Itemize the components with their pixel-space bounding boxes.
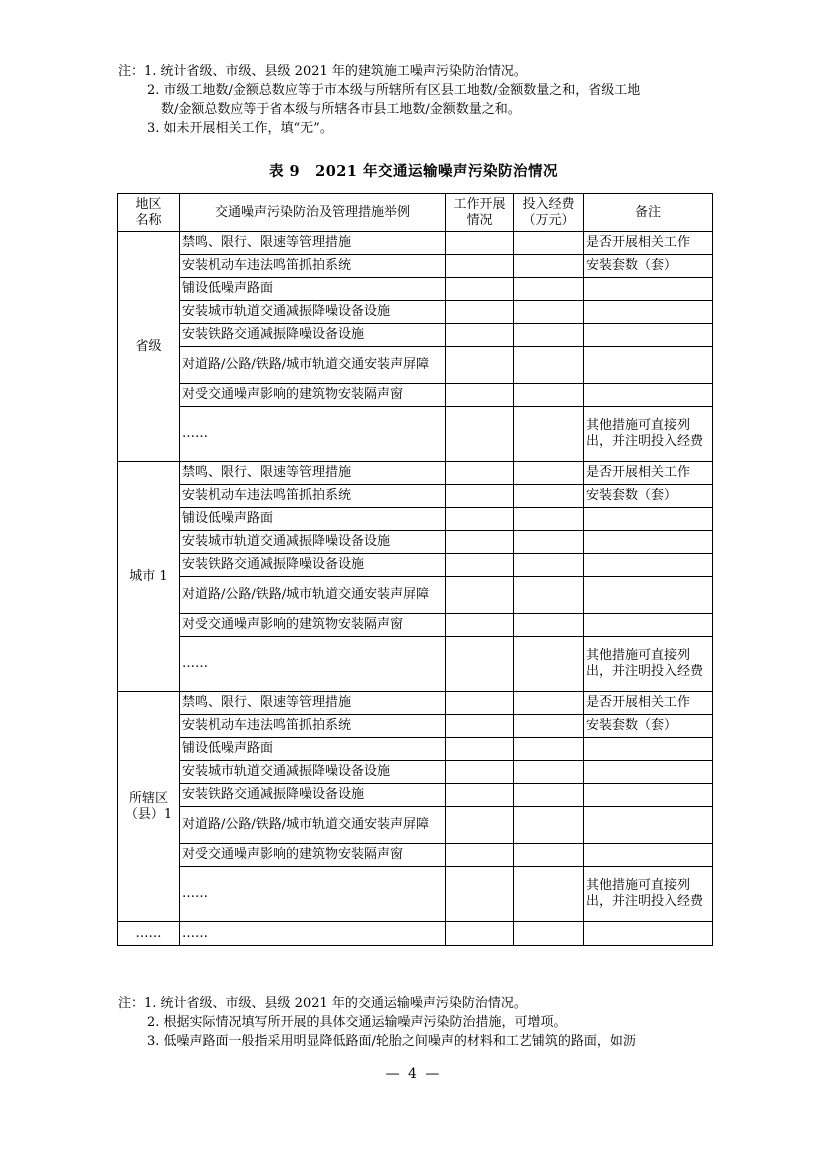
status-cell[interactable] xyxy=(446,301,514,324)
header-region: 地区 名称 xyxy=(118,194,180,232)
status-cell[interactable] xyxy=(446,738,514,761)
measure-cell: 铺设低噪声路面 xyxy=(180,508,446,531)
remark-cell: 安装套数（套） xyxy=(584,715,713,738)
funding-cell[interactable] xyxy=(514,384,584,407)
region-cell: 所辖区（县）1 xyxy=(118,692,180,922)
status-cell[interactable] xyxy=(446,637,514,692)
top-notes xyxy=(118,62,718,138)
table-row xyxy=(118,922,713,946)
funding-cell[interactable] xyxy=(514,462,584,485)
table-title: 表 9 2021 年交通运输噪声污染防治情况 xyxy=(268,163,559,180)
funding-cell[interactable] xyxy=(514,324,584,347)
measure-cell: 禁鸣、限行、限速等管理措施 xyxy=(180,462,446,485)
status-cell[interactable] xyxy=(446,692,514,715)
table-row xyxy=(118,462,713,485)
note-line: 3. 如未开展相关工作，填“无”。 xyxy=(147,121,333,136)
funding-cell[interactable] xyxy=(514,922,584,946)
header-remark: 备注 xyxy=(584,194,713,232)
note-line: 数/金额总数应等于省本级与所辖各市县工地数/金额数量之和。 xyxy=(161,102,521,117)
status-cell[interactable] xyxy=(446,347,514,384)
page-number: — 4 — xyxy=(385,1066,442,1082)
funding-cell[interactable] xyxy=(514,738,584,761)
table-row xyxy=(118,508,713,531)
remark-cell xyxy=(584,784,713,807)
table-row xyxy=(118,384,713,407)
table-row xyxy=(118,407,713,462)
remark-cell xyxy=(584,614,713,637)
region-cell: 城市 1 xyxy=(118,462,180,692)
table-header-row xyxy=(118,194,713,232)
remark-cell: 安装套数（套） xyxy=(584,485,713,508)
header-funding: 投入经费 （万元） xyxy=(514,194,584,232)
funding-cell[interactable] xyxy=(514,867,584,922)
measure-cell: 安装机动车违法鸣笛抓拍系统 xyxy=(180,485,446,508)
table-row xyxy=(118,844,713,867)
funding-cell[interactable] xyxy=(514,554,584,577)
status-cell[interactable] xyxy=(446,807,514,844)
table-row xyxy=(118,554,713,577)
note-line: 注：1. 统计省级、市级、县级 2021 年的交通运输噪声污染防治情况。 xyxy=(118,996,527,1011)
status-cell[interactable] xyxy=(446,922,514,946)
measure-cell: 对受交通噪声影响的建筑物安装隔声窗 xyxy=(180,844,446,867)
status-cell[interactable] xyxy=(446,232,514,255)
table-row xyxy=(118,278,713,301)
status-cell[interactable] xyxy=(446,485,514,508)
remark-cell xyxy=(584,807,713,844)
note-line: 2. 根据实际情况填写所开展的具体交通运输噪声污染防治措施，可增项。 xyxy=(147,1015,567,1030)
remark-cell xyxy=(584,347,713,384)
funding-cell[interactable] xyxy=(514,844,584,867)
funding-cell[interactable] xyxy=(514,301,584,324)
status-cell[interactable] xyxy=(446,554,514,577)
remark-cell xyxy=(584,324,713,347)
measure-cell: …… xyxy=(180,407,446,462)
header-status: 工作开展 情况 xyxy=(446,194,514,232)
status-cell[interactable] xyxy=(446,715,514,738)
funding-cell[interactable] xyxy=(514,614,584,637)
remark-cell: 是否开展相关工作 xyxy=(584,462,713,485)
table-row xyxy=(118,784,713,807)
table-row xyxy=(118,531,713,554)
status-cell[interactable] xyxy=(446,761,514,784)
remark-cell xyxy=(584,577,713,614)
table-row xyxy=(118,614,713,637)
remark-cell xyxy=(584,922,713,946)
note-line: 2. 市级工地数/金额总数应等于市本级与所辖所有区县工地数/金额数量之和，省级工地 xyxy=(147,83,641,98)
measure-cell: …… xyxy=(180,922,446,946)
table-row xyxy=(118,577,713,614)
measure-cell: 禁鸣、限行、限速等管理措施 xyxy=(180,232,446,255)
remark-cell: 是否开展相关工作 xyxy=(584,692,713,715)
remark-cell xyxy=(584,844,713,867)
remark-cell: 其他措施可直接列出，并注明投入经费 xyxy=(584,407,713,462)
remark-cell: 其他措施可直接列出，并注明投入经费 xyxy=(584,867,713,922)
funding-cell[interactable] xyxy=(514,255,584,278)
remark-cell xyxy=(584,738,713,761)
table-row xyxy=(118,738,713,761)
region-cell: 省级 xyxy=(118,232,180,462)
remark-cell xyxy=(584,761,713,784)
measure-cell: 安装城市轨道交通减振降噪设备设施 xyxy=(180,301,446,324)
funding-cell[interactable] xyxy=(514,807,584,844)
funding-cell[interactable] xyxy=(514,508,584,531)
status-cell[interactable] xyxy=(446,278,514,301)
status-cell[interactable] xyxy=(446,614,514,637)
funding-cell[interactable] xyxy=(514,637,584,692)
funding-cell[interactable] xyxy=(514,577,584,614)
measure-cell: 安装铁路交通减振降噪设备设施 xyxy=(180,784,446,807)
region-cell: …… xyxy=(118,922,180,946)
remark-cell xyxy=(584,508,713,531)
measure-cell: 铺设低噪声路面 xyxy=(180,738,446,761)
status-cell[interactable] xyxy=(446,844,514,867)
remark-cell xyxy=(584,278,713,301)
table-row xyxy=(118,485,713,508)
measure-cell: 安装城市轨道交通减振降噪设备设施 xyxy=(180,531,446,554)
header-measures: 交通噪声污染防治及管理措施举例 xyxy=(180,194,446,232)
status-cell[interactable] xyxy=(446,508,514,531)
table-row xyxy=(118,324,713,347)
note-line: 注：1. 统计省级、市级、县级 2021 年的建筑施工噪声污染防治情况。 xyxy=(118,64,527,79)
funding-cell[interactable] xyxy=(514,715,584,738)
measure-cell: …… xyxy=(180,637,446,692)
table-row xyxy=(118,255,713,278)
bottom-notes xyxy=(118,994,718,1051)
funding-cell[interactable] xyxy=(514,278,584,301)
table-row xyxy=(118,301,713,324)
table-row xyxy=(118,715,713,738)
remark-cell xyxy=(584,301,713,324)
funding-cell[interactable] xyxy=(514,531,584,554)
remark-cell xyxy=(584,384,713,407)
table-row xyxy=(118,637,713,692)
status-cell[interactable] xyxy=(446,531,514,554)
funding-cell[interactable] xyxy=(514,347,584,384)
remark-cell xyxy=(584,554,713,577)
remark-cell: 安装套数（套） xyxy=(584,255,713,278)
measure-cell: 安装机动车违法鸣笛抓拍系统 xyxy=(180,715,446,738)
funding-cell[interactable] xyxy=(514,761,584,784)
noise-control-table xyxy=(117,193,713,946)
status-cell[interactable] xyxy=(446,324,514,347)
table-row xyxy=(118,807,713,844)
table-row xyxy=(118,232,713,255)
measure-cell: 安装铁路交通减振降噪设备设施 xyxy=(180,324,446,347)
status-cell[interactable] xyxy=(446,867,514,922)
remark-cell: 其他措施可直接列出，并注明投入经费 xyxy=(584,637,713,692)
measure-cell: 禁鸣、限行、限速等管理措施 xyxy=(180,692,446,715)
status-cell[interactable] xyxy=(446,384,514,407)
measure-cell: 对道路/公路/铁路/城市轨道交通安装声屏障 xyxy=(180,577,446,614)
funding-cell[interactable] xyxy=(514,784,584,807)
status-cell[interactable] xyxy=(446,255,514,278)
funding-cell[interactable] xyxy=(514,407,584,462)
measure-cell: 对道路/公路/铁路/城市轨道交通安装声屏障 xyxy=(180,347,446,384)
funding-cell[interactable] xyxy=(514,232,584,255)
table-row xyxy=(118,867,713,922)
status-cell[interactable] xyxy=(446,407,514,462)
table-row xyxy=(118,692,713,715)
measure-cell: 铺设低噪声路面 xyxy=(180,278,446,301)
funding-cell[interactable] xyxy=(514,692,584,715)
remark-cell xyxy=(584,531,713,554)
status-cell[interactable] xyxy=(446,784,514,807)
table-row xyxy=(118,347,713,384)
remark-cell: 是否开展相关工作 xyxy=(584,232,713,255)
measure-cell: 对受交通噪声影响的建筑物安装隔声窗 xyxy=(180,384,446,407)
status-cell[interactable] xyxy=(446,462,514,485)
measure-cell: 安装城市轨道交通减振降噪设备设施 xyxy=(180,761,446,784)
measure-cell: 对道路/公路/铁路/城市轨道交通安装声屏障 xyxy=(180,807,446,844)
note-line: 3. 低噪声路面一般指采用明显降低路面/轮胎之间噪声的材料和工艺铺筑的路面，如沥 xyxy=(147,1034,636,1049)
measure-cell: 安装铁路交通减振降噪设备设施 xyxy=(180,554,446,577)
measure-cell: …… xyxy=(180,867,446,922)
measure-cell: 对受交通噪声影响的建筑物安装隔声窗 xyxy=(180,614,446,637)
table-row xyxy=(118,761,713,784)
measure-cell: 安装机动车违法鸣笛抓拍系统 xyxy=(180,255,446,278)
status-cell[interactable] xyxy=(446,577,514,614)
funding-cell[interactable] xyxy=(514,485,584,508)
